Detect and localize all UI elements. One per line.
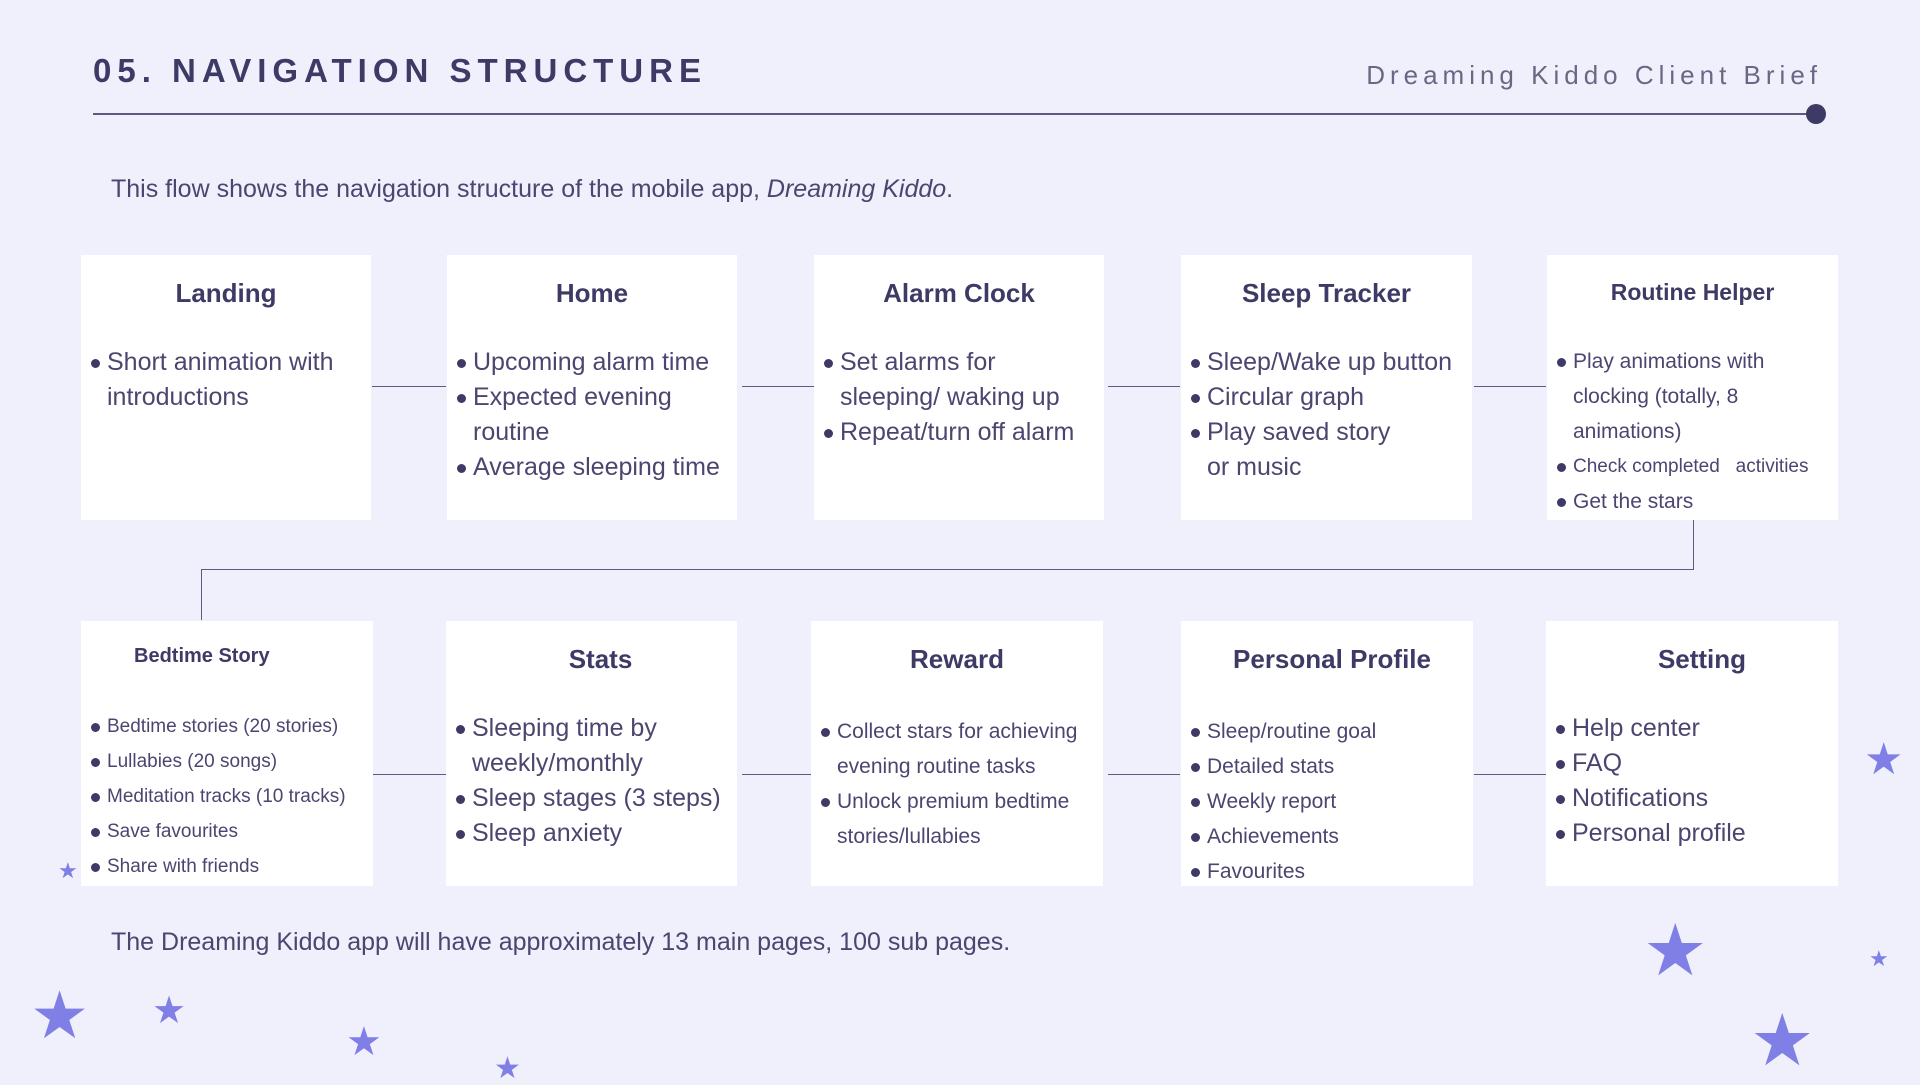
star-icon: ★ [1750,1001,1815,1081]
node-list [1554,711,1832,851]
list-item: Detailed stats [1189,749,1467,784]
connector-stats-reward [742,774,812,775]
node-title: Setting [1657,644,1747,674]
connector-alarm-tracker [1108,386,1180,387]
list-item: Sleep anxiety [454,816,731,851]
connector-tracker-routine [1474,386,1546,387]
header-divider [93,113,1817,115]
connector-routine-down [1693,520,1694,570]
list-item: Sleep/Wake up button [1189,345,1466,380]
intro-prefix: This flow shows the navigation structure of the mobile app, [111,175,767,203]
list-item: Help center [1554,711,1832,746]
connector-bedtime-stats [372,774,446,775]
connector-reward-profile [1108,774,1180,775]
list-item: Achievements [1189,819,1467,854]
intro-text [111,175,953,204]
star-icon: ★ [30,978,90,1052]
star-icon: ★ [1869,946,1889,971]
node-list [454,711,731,851]
list-item: Favourites [1189,854,1467,889]
node-personal-profile [1181,621,1473,886]
list-item: Play animations with clocking (totally, 8 animations) [1555,344,1832,449]
node-bedtime-story [81,621,373,886]
list-item: Repeat/turn off alarm [822,415,1098,450]
list-item: Unlock premium bedtime stories/lullabies [819,784,1097,854]
node-stats [446,621,737,886]
node-list [1189,345,1466,485]
list-item: Upcoming alarm time [455,345,731,380]
node-list [1189,714,1467,889]
list-item: Get the stars [1555,484,1832,519]
brief-label: Dreaming Kiddo Client Brief [1366,60,1822,90]
node-title: Landing [175,278,277,308]
star-icon: ★ [346,1020,382,1064]
star-icon: ★ [494,1052,521,1085]
list-item: Sleep stages (3 steps) [454,781,731,816]
node-list [89,345,365,415]
node-alarm-clock [814,255,1104,520]
intro-suffix: . [946,175,954,203]
node-landing [81,255,371,520]
node-sleep-tracker [1181,255,1472,520]
list-item: Circular graph [1189,380,1466,415]
divider-end-dot [1806,104,1826,124]
list-item: Short animation with introductions [89,345,365,415]
list-item: Expected evening routine [455,380,731,450]
node-title: Stats [568,644,633,674]
node-reward [811,621,1103,886]
node-home [447,255,737,520]
node-routine-helper [1547,255,1838,520]
list-item: Sleeping time by weekly/monthly [454,711,731,781]
list-item: Meditation tracks (10 tracks) [89,779,367,814]
node-title: Home [555,278,629,308]
node-title: Sleep Tracker [1241,278,1412,308]
list-item: FAQ [1554,746,1832,781]
node-list [455,345,731,485]
list-item: Set alarms for sleeping/ waking up [822,345,1098,415]
star-icon: ★ [1864,735,1904,784]
list-item: Sleep/routine goal [1189,714,1467,749]
node-list [89,709,367,884]
list-item: Save favourites [89,814,367,849]
list-item: Bedtime stories (20 stories) [89,709,367,744]
list-item: Share with friends [89,849,367,884]
summary-text: The Dreaming Kiddo app will have approximately 13 main pages, 100 sub pages. [111,928,1011,956]
list-item: Check completed activities [1555,449,1832,484]
node-list [1555,344,1832,519]
connector-landing-home [372,386,446,387]
connector-bedtime-down [201,569,202,620]
list-item: Average sleeping time [455,450,731,485]
connector-profile-setting [1474,774,1546,775]
list-item: Personal profile [1554,816,1832,851]
star-icon: ★ [1643,911,1708,991]
node-title: Reward [910,644,1004,674]
star-icon: ★ [152,990,187,1032]
page-title: 05. NAVIGATION STRUCTURE [93,52,707,89]
star-icon: ★ [58,858,78,883]
list-item: Notifications [1554,781,1832,816]
list-item: Collect stars for achieving evening routine tasks [819,714,1097,784]
list-item: Weekly report [1189,784,1467,819]
node-title: Alarm Clock [883,278,1035,308]
list-item: Play saved story or music [1189,415,1466,485]
list-item: Lullabies (20 songs) [89,744,367,779]
connector-home-alarm [742,386,814,387]
node-list [819,714,1097,854]
node-title: Routine Helper [1610,279,1775,305]
intro-app-name: Dreaming Kiddo [766,175,947,203]
node-title: Bedtime Story [134,645,270,667]
node-list [822,345,1098,450]
node-title: Personal Profile [1233,644,1431,674]
connector-cross [201,569,1694,570]
node-setting [1546,621,1838,886]
